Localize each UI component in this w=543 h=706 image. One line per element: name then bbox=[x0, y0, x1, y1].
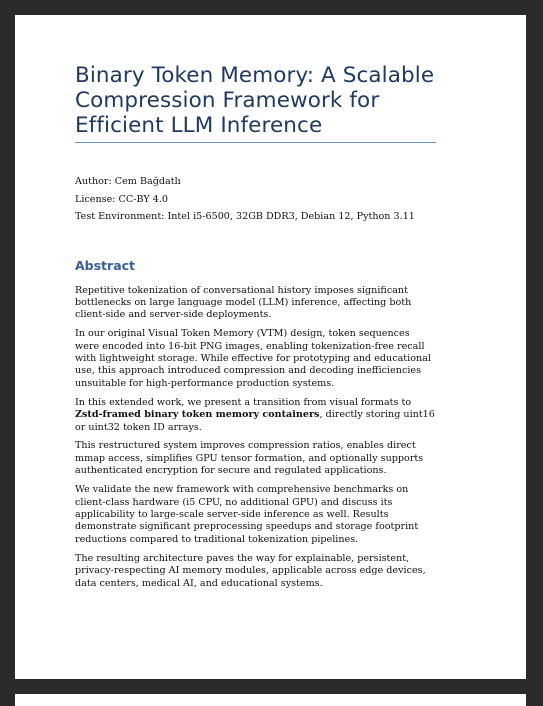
next-page-edge bbox=[15, 694, 526, 706]
abstract-paragraph-5: We validate the new framework with comprehensive benchmarks on client-class hardware (i5 CPU, no additional GPU) and discuss its applicability to large-scale server-side inference as well. Results demonstrate significant preprocessing speedups and storage footprint reductions compared to traditional tokenization pipelines. bbox=[75, 484, 419, 545]
abstract-paragraph-1: Repetitive tokenization of conversational history imposes significant bottlenecks on large language model (LLM) inference, affecting both client-side and server-side deployments. bbox=[75, 284, 412, 321]
abstract-paragraph-6: The resulting architecture paves the way for explainable, persistent, privacy-respecting AI memory modules, applicable across edge devices, data centers, medical AI, and educational systems. bbox=[75, 552, 426, 589]
paragraph-3-lead: In this extended work, we present a transition from visual formats to bbox=[75, 396, 412, 408]
paper-metadata bbox=[75, 173, 436, 226]
abstract-paragraph-4: This restructured system improves compression ratios, enables direct mmap access, simplifies GPU tensor formation, and optionally supports authenticated encryption for secure and regulated applications. bbox=[75, 440, 424, 477]
paragraph-3-tail: , directly storing uint16 or uint32 token ID arrays. bbox=[75, 409, 435, 433]
abstract-heading: Abstract bbox=[75, 257, 136, 273]
page-content bbox=[75, 63, 436, 596]
environment-line: Test Environment: Intel i5-6500, 32GB DDR3, Debian 12, Python 3.11 bbox=[75, 211, 415, 222]
abstract-paragraph-2: In our original Visual Token Memory (VTM) design, token sequences were encoded into 16-bit PNG images, enabling tokenization-free recall with lightweight storage. While effective for prototyping and educational use, this approach introduced compression and decoding inefficiencies unsuitable for high-performance production systems. bbox=[75, 328, 431, 389]
paragraph-3-emphasis: Zstd-framed binary token memory containers bbox=[75, 409, 320, 421]
author-line: Author: Cem Bağdatlı bbox=[75, 176, 181, 187]
paper-title: Binary Token Memory: A Scalable Compression Framework for Efficient LLM Inference bbox=[75, 63, 436, 143]
license-line: License: CC-BY 4.0 bbox=[75, 193, 168, 205]
abstract-paragraph-3 bbox=[75, 397, 436, 434]
